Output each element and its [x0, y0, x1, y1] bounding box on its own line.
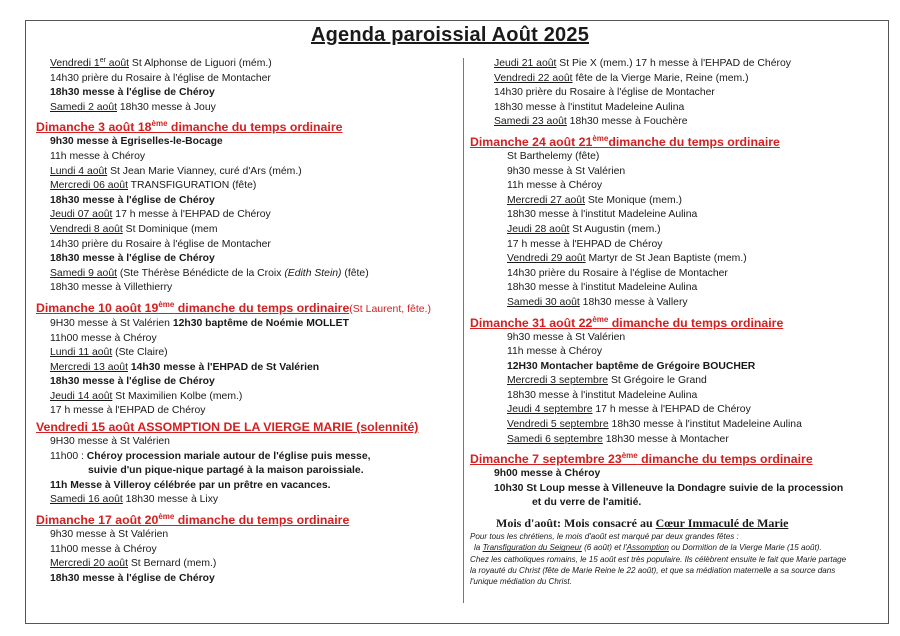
agenda-line: 18h30 messe à l'église de Chéroy [50, 376, 215, 388]
note-line: la royauté du Christ (fête de Marie Reine le 22 août), et que sa médiation maternelle a sa source dans [470, 565, 836, 575]
agenda-line: Samedi 16 août 18h30 messe à Lixy [50, 494, 219, 506]
agenda-line: 18h30 messe à l'église de Chéroy [50, 194, 215, 206]
agenda-line: 9H30 messe à St Valérien [50, 436, 170, 448]
sunday-heading: Dimanche 17 août 20ème dimanche du temps ordinaire [36, 512, 350, 528]
agenda-line: Lundi 11 août (Ste Claire) [50, 347, 168, 359]
agenda-line: 18h30 messe à l'église de Chéroy [50, 253, 215, 265]
page-title: Agenda paroissial Août 2025 [310, 24, 590, 46]
agenda-line: 11h00 messe à Chéroy [50, 543, 157, 555]
agenda-line: 18h30 messe à l'institut Madeleine Aulina [507, 389, 698, 401]
agenda-line: Samedi 30 août 18h30 messe à Vallery [507, 296, 688, 308]
agenda-line: 11h00 messe à Chéroy [50, 332, 157, 344]
agenda-line: 14h30 prière du Rosaire à l'église de Montacher [50, 238, 271, 250]
agenda-line: Samedi 23 août 18h30 messe à Fouchère [494, 116, 688, 128]
agenda-line: 11h Messe à Villeroy célébrée par un prêtre en vacances. [50, 479, 331, 491]
agenda-line: 10h30 St Loup messe à Villeneuve la Dondagre suivie de la procession [494, 482, 844, 494]
right-column [470, 57, 875, 588]
agenda-line: Jeudi 07 août 17 h messe à l'EHPAD de Chéroy [50, 209, 271, 221]
agenda-line: 14h30 prière du Rosaire à l'église de Montacher [494, 87, 715, 99]
agenda-line: Samedi 6 septembre 18h30 messe à Montacher [507, 433, 729, 445]
note-line: Pour tous les chrétiens, le mois d'août est marqué par deux grandes fêtes : [470, 532, 739, 542]
agenda-line: Mercredi 06 août TRANSFIGURATION (fête) [50, 180, 257, 192]
sunday-heading: Dimanche 31 août 22ème dimanche du temps ordinaire [470, 314, 784, 330]
left-column [36, 57, 460, 586]
agenda-line: 18h30 messe à l'église de Chéroy [50, 87, 215, 99]
agenda-line: 9h30 messe à St Valérien [50, 529, 169, 541]
agenda-line: 9h00 messe à Chéroy [494, 468, 601, 480]
agenda-line: Samedi 9 août (Ste Thérèse Bénédicte de la Croix (Edith Stein) (fête) [50, 267, 369, 279]
agenda-line: 11h00 : Chéroy procession mariale autour de l'église puis messe, [50, 450, 371, 462]
agenda-line: Vendredi 29 août Martyr de St Jean Baptiste (mem.) [507, 253, 747, 265]
agenda-line: 12H30 Montacher baptême de Grégoire BOUCHER [507, 360, 756, 372]
agenda-line: Jeudi 21 août St Pie X (mem.) 17 h messe à l'EHPAD de Chéroy [494, 58, 791, 69]
agenda-line: 9h30 messe à St Valérien [507, 331, 626, 343]
agenda-line: Jeudi 28 août St Augustin (mem.) [507, 223, 661, 235]
agenda-line: 18h30 messe à l'institut Madeleine Aulina [507, 209, 698, 221]
agenda-line: Vendredi 8 août St Dominique (mem [50, 223, 218, 235]
agenda-line: 17 h messe à l'EHPAD de Chéroy [507, 238, 663, 250]
agenda-line: 14h30 prière du Rosaire à l'église de Montacher [50, 72, 271, 84]
agenda-line: Lundi 4 août St Jean Marie Vianney, curé d'Ars (mém.) [50, 165, 302, 177]
agenda-line: 14h30 prière du Rosaire à l'église de Montacher [507, 267, 728, 279]
assumption-heading: Vendredi 15 août ASSOMPTION DE LA VIERGE MARIE (solennité) [36, 420, 419, 435]
agenda-line: 9H30 messe à St Valérien 12h30 baptême de Noémie MOLLET [50, 317, 349, 329]
agenda-line: 11h messe à Chéroy [507, 180, 603, 192]
agenda-line: et du verre de l'amitié. [532, 497, 642, 509]
agenda-line: Vendredi 22 août fête de la Vierge Marie, Reine (mem.) [494, 72, 749, 84]
agenda-line: Jeudi 14 août St Maximilien Kolbe (mem.) [50, 390, 243, 402]
agenda-line: 11h messe à Chéroy [50, 150, 146, 162]
agenda-line: 18h30 messe à l'institut Madeleine Aulina [494, 101, 685, 113]
agenda-line: Vendredi 1er août St Alphonse de Liguori (mém.) [50, 57, 272, 69]
agenda-line: Mercredi 3 septembre St Grégoire le Grand [507, 375, 707, 387]
agenda-line: 17 h messe à l'EHPAD de Chéroy [50, 405, 206, 417]
agenda-line: 11h messe à Chéroy [507, 346, 603, 358]
agenda-line: 18h30 messe à l'institut Madeleine Aulina [507, 282, 698, 294]
sunday-heading: Dimanche 10 août 19ème dimanche du temps ordinaire(St Laurent, fête.) [36, 299, 432, 315]
agenda-line: Samedi 2 août 18h30 messe à Jouy [50, 101, 216, 113]
agenda-line: Mercredi 27 août Ste Monique (mem.) [507, 194, 682, 206]
agenda-line: Jeudi 4 septembre 17 h messe à l'EHPAD de Chéroy [507, 404, 751, 416]
agenda-line: 18h30 messe à Villethierry [50, 282, 173, 294]
note-line: la Transfiguration du Seigneur (6 août) et l'Assomption ou Dormition de la Vierge Marie (15 août). [474, 543, 822, 553]
agenda-line: Mercredi 13 août 14h30 messe à l'EHPAD de St Valérien [50, 361, 320, 373]
note-line: l'unique médiation du Christ. [470, 577, 572, 587]
month-dedication-heading: Mois d'août: Mois consacré au Cœur Immaculé de Marie [496, 516, 789, 531]
agenda-line: Vendredi 5 septembre 18h30 messe à l'institut Madeleine Aulina [507, 419, 802, 431]
agenda-line: suivie d'un pique-nique partagé à la maison paroissiale. [88, 465, 364, 477]
agenda-line: 18h30 messe à l'église de Chéroy [50, 572, 215, 584]
agenda-line: St Barthelemy (fête) [507, 150, 600, 162]
sunday-heading: Dimanche 3 août 18ème dimanche du temps ordinaire [36, 119, 343, 135]
sunday-heading: Dimanche 24 août 21èmedimanche du temps ordinaire [470, 133, 780, 149]
column-divider [463, 58, 464, 603]
note-line: Chez les catholiques romains, le 15 août est très populaire. Ils célèbrent ensuite le fait que Marie partage [470, 554, 847, 564]
agenda-line: Mercredi 20 août St Bernard (mem.) [50, 558, 217, 570]
agenda-line: 9h30 messe à St Valérien [507, 165, 626, 177]
sunday-heading: Dimanche 7 septembre 23ème dimanche du temps ordinaire [470, 451, 813, 467]
agenda-line: 9h30 messe à Egriselles-le-Bocage [50, 136, 223, 148]
